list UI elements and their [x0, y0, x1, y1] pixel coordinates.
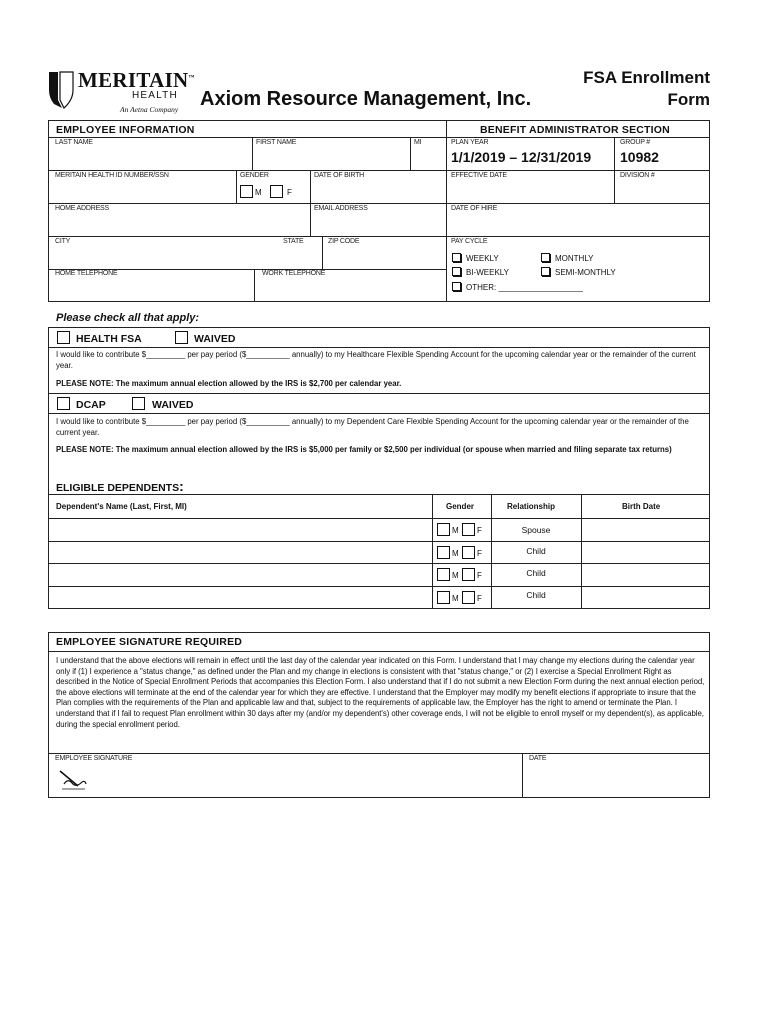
semimonthly-label: SEMI-MONTHLY — [555, 268, 616, 277]
dep-f-checkbox[interactable] — [462, 523, 475, 536]
gender-m-checkbox[interactable] — [240, 185, 253, 198]
id-ssn-field[interactable]: MERITAIN HEALTH ID NUMBER/SSN — [55, 172, 169, 179]
dep-m-label: M — [452, 526, 459, 535]
col-birth-header: Birth Date — [622, 502, 661, 511]
home-phone-field[interactable]: HOME TELEPHONE — [55, 270, 118, 277]
dep-f-label: F — [477, 549, 482, 558]
health-fsa-contribution-text: I would like to contribute $_________ per pay period ($__________ annually) to my Healthcare Flexible Spending Account for the upcoming calendar year or the remainder of the current year. — [56, 350, 696, 370]
company-name: Axiom Resource Management, Inc. — [200, 88, 532, 110]
dcap-contribution-text: I would like to contribute $_________ per pay period ($__________ annually) to my Dependent Care Flexible Spending Account for the upcoming calendar year or the remainder of the current year. — [56, 417, 689, 437]
dcap-label: DCAP — [76, 399, 106, 411]
gender-m-label: M — [255, 188, 262, 197]
health-fsa-checkbox[interactable] — [57, 331, 70, 344]
form-title-line1: FSA Enrollment — [583, 68, 710, 87]
dep-m-checkbox[interactable] — [437, 591, 450, 604]
group-label: GROUP # — [620, 139, 650, 146]
dep-f-checkbox[interactable] — [462, 568, 475, 581]
dep-f-checkbox[interactable] — [462, 591, 475, 604]
group-value: 10982 — [620, 149, 659, 165]
dep-m-checkbox[interactable] — [437, 546, 450, 559]
weekly-label: WEEKLY — [466, 254, 499, 263]
plan-year-value: 1/1/2019 – 12/31/2019 — [451, 149, 592, 165]
health-fsa-label: HEALTH FSA — [76, 333, 142, 345]
division-field[interactable]: DIVISION # — [620, 172, 655, 179]
dep-m-checkbox[interactable] — [437, 568, 450, 581]
health-fsa-waived-label: WAIVED — [194, 333, 236, 345]
state-field[interactable]: STATE — [283, 238, 304, 245]
zip-field[interactable]: ZIP CODE — [328, 238, 360, 245]
date-field[interactable]: DATE — [529, 755, 547, 762]
monthly-checkbox[interactable] — [541, 253, 550, 262]
gender-f-checkbox[interactable] — [270, 185, 283, 198]
gender-f-label: F — [287, 188, 292, 197]
form-title-line2: Form — [667, 90, 710, 109]
benefit-admin-heading: BENEFIT ADMINISTRATOR SECTION — [480, 124, 670, 136]
employee-signature-field[interactable]: EMPLOYEE SIGNATURE — [55, 755, 133, 762]
dep-relationship: Spouse — [521, 525, 551, 535]
biweekly-label: BI-WEEKLY — [466, 268, 509, 277]
health-fsa-waived-checkbox[interactable] — [175, 331, 188, 344]
dep-f-label: F — [477, 526, 482, 535]
mi-field[interactable]: MI — [414, 139, 422, 146]
dcap-checkbox[interactable] — [57, 397, 70, 410]
dep-relationship: Child — [526, 546, 546, 556]
col-gender-header: Gender — [446, 502, 475, 511]
pay-cycle-label: PAY CYCLE — [451, 238, 488, 245]
monthly-label: MONTHLY — [555, 254, 594, 263]
check-all-heading: Please check all that apply: — [56, 312, 200, 324]
dep-relationship: Child — [526, 590, 546, 600]
health-fsa-note: PLEASE NOTE: The maximum annual election allowed by the IRS is $2,700 per calendar year. — [56, 379, 402, 388]
shield-logo-icon — [48, 70, 74, 110]
dcap-waived-checkbox[interactable] — [132, 397, 145, 410]
home-address-field[interactable]: HOME ADDRESS — [55, 205, 109, 212]
dcap-waived-label: WAIVED — [152, 399, 194, 411]
biweekly-checkbox[interactable] — [452, 267, 461, 276]
email-field[interactable]: EMAIL ADDRESS — [314, 205, 368, 212]
dob-field[interactable]: DATE OF BIRTH — [314, 172, 365, 179]
dep-f-label: F — [477, 571, 482, 580]
dep-m-label: M — [452, 549, 459, 558]
dep-f-label: F — [477, 594, 482, 603]
effective-date-field[interactable]: EFFECTIVE DATE — [451, 172, 507, 179]
dependents-heading: ELIGIBLE DEPENDENTS: — [56, 478, 184, 494]
city-field[interactable]: CITY — [55, 238, 71, 245]
logo-brand: MERITAIN™ — [78, 68, 195, 92]
dep-m-label: M — [452, 571, 459, 580]
dep-m-checkbox[interactable] — [437, 523, 450, 536]
work-phone-field[interactable]: WORK TELEPHONE — [262, 270, 326, 277]
other-label[interactable]: OTHER: ___________________ — [466, 283, 583, 292]
logo-tagline: An Aetna Company — [120, 105, 179, 114]
last-name-field[interactable]: LAST NAME — [55, 139, 93, 146]
signature-agreement-text: I understand that the above elections will remain in effect until the last day of the calendar year indicated on this Form. I understand that I may change my elections during the calendar year only if (1) I experience a "status change," as defined under the Plan and my change in elections is consistent with that "status change," or (2) I exercise a Special Enrollment Right as described in the Notice of Special Enrollment Periods that accompanies this Election Form. I also understand that if I do not submit a new Election Form during the next annual election period, the above elections will terminate at the end of the calendar year for which they are effective. I understand that the Employer may modify my benefit elections if appropriate to insure that the Plan complies with the requirements of the Plan and applicable law and that, subject to the requirements of applicable law, the Employer has the right to amend or terminate the Plan. I understand that if I fail to request Plan enrollment within 30 days after my (and/or my dependent's) other coverage ends, I will not be eligible to enroll myself or my dependent(s), as applicable, during the special enrollment period. — [56, 656, 705, 729]
signature-heading: EMPLOYEE SIGNATURE REQUIRED — [56, 636, 243, 648]
dep-relationship: Child — [526, 568, 546, 578]
pen-signature-icon — [58, 768, 88, 792]
logo-sub: HEALTH — [132, 90, 178, 101]
date-of-hire-field[interactable]: DATE OF HIRE — [451, 205, 498, 212]
semimonthly-checkbox[interactable] — [541, 267, 550, 276]
dep-m-label: M — [452, 594, 459, 603]
dep-f-checkbox[interactable] — [462, 546, 475, 559]
meritain-logo — [48, 70, 198, 116]
col-relationship-header: Relationship — [507, 502, 556, 511]
gender-label: GENDER — [240, 172, 269, 179]
other-checkbox[interactable] — [452, 282, 461, 291]
col-name-header: Dependent's Name (Last, First, MI) — [56, 502, 187, 511]
weekly-checkbox[interactable] — [452, 253, 461, 262]
employee-info-heading: EMPLOYEE INFORMATION — [56, 124, 195, 136]
first-name-field[interactable]: FIRST NAME — [256, 139, 297, 146]
dcap-note: PLEASE NOTE: The maximum annual election allowed by the IRS is $5,000 per family or $2,500 per individual (or spouse when married and filing separate tax returns) — [56, 445, 672, 454]
plan-year-label: PLAN YEAR — [451, 139, 489, 146]
